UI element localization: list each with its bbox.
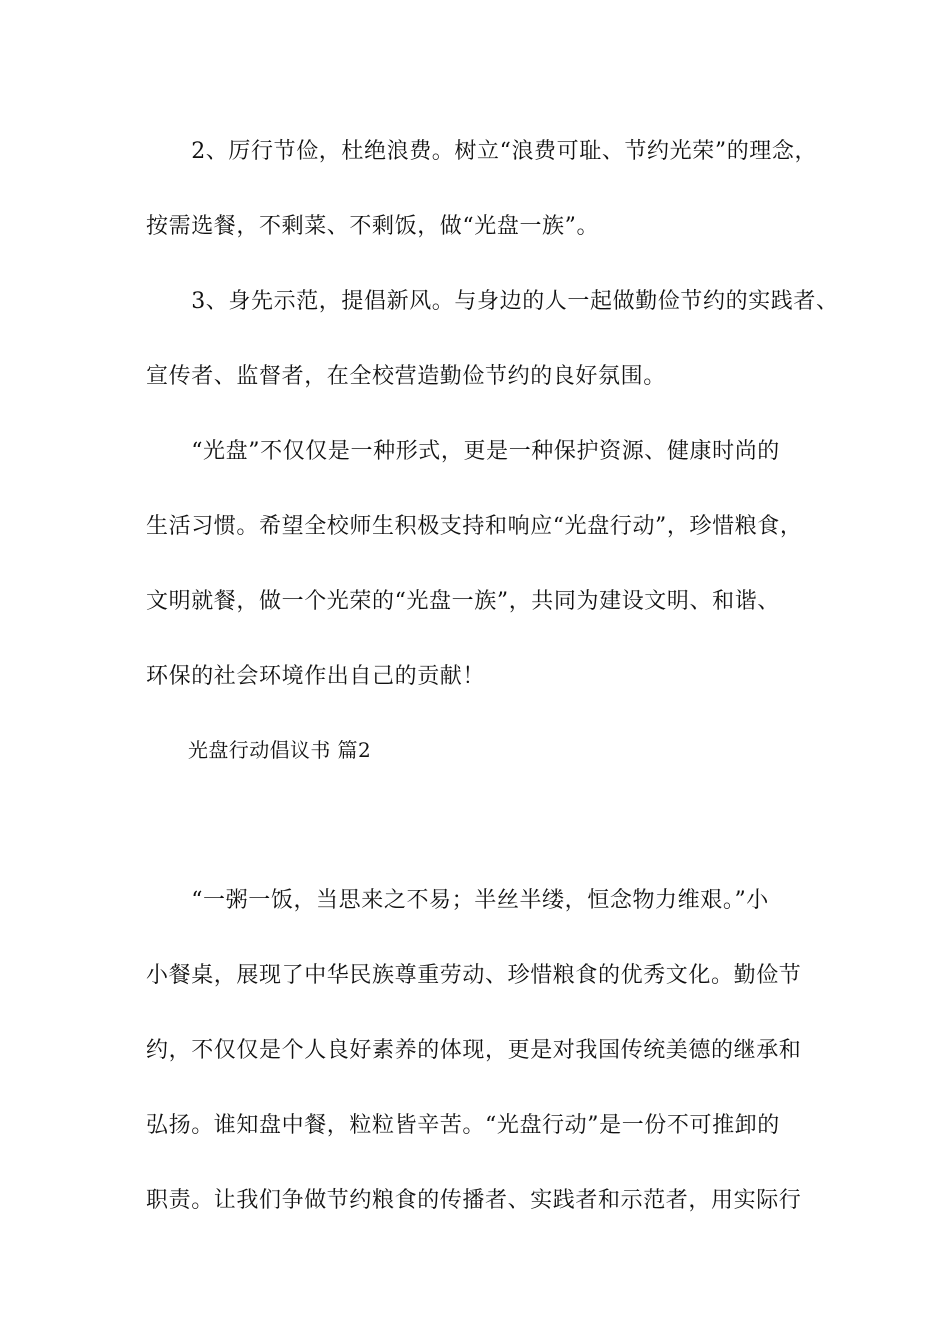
paragraph-line: 2、厉行节俭，杜绝浪费。树立“浪费可耻、节约光荣”的理念，	[146, 139, 818, 164]
paragraph-line: 弘扬。谁知盘中餐，粒粒皆辛苦。“光盘行动”是一份不可推卸的	[146, 1113, 780, 1138]
paragraph-line: “一粥一饭，当思来之不易；半丝半缕，恒念物力维艰。”小	[146, 888, 769, 913]
paragraph-line: 生活习惯。希望全校师生积极支持和响应“光盘行动”，珍惜粮食，	[146, 514, 803, 539]
paragraph-line: 约，不仅仅是个人良好素养的体现，更是对我国传统美德的继承和	[146, 1038, 802, 1063]
paragraph-line: 按需选餐，不剩菜、不剩饭，做“光盘一族”。	[146, 214, 600, 239]
paragraph-line: 环保的社会环境作出自己的贡献！	[146, 664, 486, 689]
section-heading: 光盘行动倡议书 篇2	[188, 738, 372, 762]
paragraph-line: 职责。让我们争做节约粮食的传播者、实践者和示范者，用实际行	[146, 1188, 802, 1213]
paragraph-line: 小餐桌，展现了中华民族尊重劳动、珍惜粮食的优秀文化。勤俭节	[146, 963, 802, 988]
paragraph-line: “光盘”不仅仅是一种形式，更是一种保护资源、健康时尚的	[146, 439, 780, 464]
paragraph-line: 文明就餐，做一个光荣的“光盘一族”，共同为建设文明、和谐、	[146, 589, 780, 614]
paragraph-line: 3、身先示范，提倡新风。与身边的人一起做勤俭节约的实践者、	[146, 289, 839, 314]
paragraph-line: 宣传者、监督者，在全校营造勤俭节约的良好氛围。	[146, 364, 666, 389]
